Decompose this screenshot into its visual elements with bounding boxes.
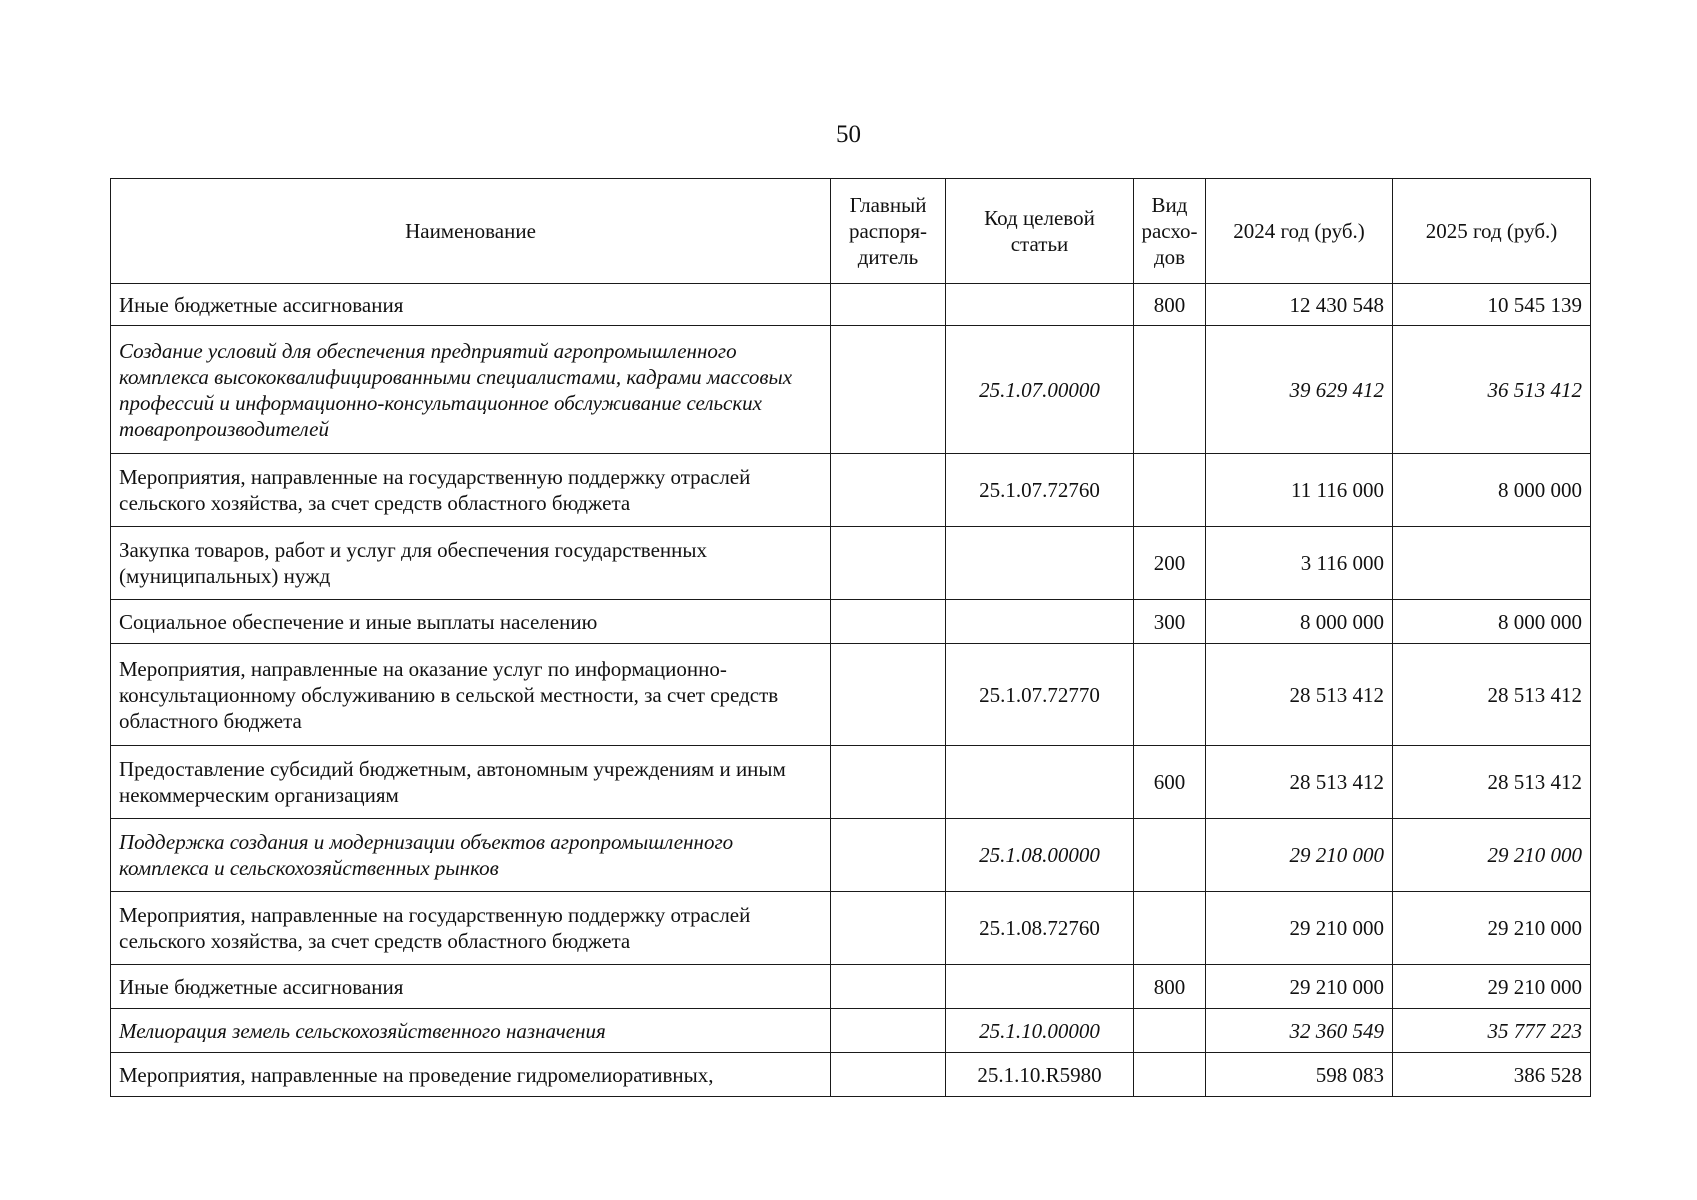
cell-code: [946, 284, 1134, 326]
cell-year-2025: 35 777 223: [1393, 1009, 1591, 1053]
cell-kind: [1134, 892, 1206, 965]
cell-admin: [831, 284, 946, 326]
cell-code: 25.1.08.00000: [946, 819, 1134, 892]
cell-kind: 800: [1134, 965, 1206, 1009]
header-name: Наименование: [111, 179, 831, 284]
table-body: [111, 284, 1591, 1097]
header-year-2025: 2025 год (руб.): [1393, 179, 1591, 284]
cell-admin: [831, 454, 946, 527]
cell-year-2024: 29 210 000: [1206, 892, 1393, 965]
cell-admin: [831, 746, 946, 819]
cell-code: [946, 527, 1134, 600]
cell-year-2025: 36 513 412: [1393, 326, 1591, 454]
table-header: [111, 179, 1591, 284]
cell-year-2025: 8 000 000: [1393, 454, 1591, 527]
cell-year-2024: 3 116 000: [1206, 527, 1393, 600]
header-admin: Главный распоря-дитель: [831, 179, 946, 284]
cell-year-2024: 29 210 000: [1206, 819, 1393, 892]
header-year-2024: 2024 год (руб.): [1206, 179, 1393, 284]
cell-name: Мелиорация земель сельскохозяйственного назначения: [111, 1009, 831, 1053]
cell-kind: [1134, 819, 1206, 892]
table-row: [111, 965, 1591, 1009]
cell-code: 25.1.07.72770: [946, 644, 1134, 746]
table-row: [111, 892, 1591, 965]
cell-code: [946, 746, 1134, 819]
cell-name: Закупка товаров, работ и услуг для обеспечения государственных (муниципальных) нужд: [111, 527, 831, 600]
cell-name: Социальное обеспечение и иные выплаты населению: [111, 600, 831, 644]
table-row: [111, 746, 1591, 819]
cell-name: Предоставление субсидий бюджетным, автономным учреждениям и иным некоммерческим организациям: [111, 746, 831, 819]
cell-year-2025: 8 000 000: [1393, 600, 1591, 644]
cell-kind: [1134, 1009, 1206, 1053]
table-row: [111, 284, 1591, 326]
cell-kind: 600: [1134, 746, 1206, 819]
cell-year-2024: 28 513 412: [1206, 644, 1393, 746]
cell-year-2025: 28 513 412: [1393, 644, 1591, 746]
cell-year-2024: 39 629 412: [1206, 326, 1393, 454]
cell-year-2024: 8 000 000: [1206, 600, 1393, 644]
cell-code: 25.1.08.72760: [946, 892, 1134, 965]
cell-code: 25.1.07.72760: [946, 454, 1134, 527]
header-code: Код целевой статьи: [946, 179, 1134, 284]
table-row: [111, 326, 1591, 454]
cell-admin: [831, 819, 946, 892]
table-row: [111, 819, 1591, 892]
cell-year-2024: 28 513 412: [1206, 746, 1393, 819]
budget-table: [110, 178, 1591, 1097]
cell-name: Создание условий для обеспечения предприятий агропромышленного комплекса высококвалифицированными специалистами, кадрами массовых профессий и информационно-консультационное обслуживание сельских товаропроизводителей: [111, 326, 831, 454]
cell-name: Мероприятия, направленные на оказание услуг по информационно-консультационному обслуживанию в сельской местности, за счет средств областного бюджета: [111, 644, 831, 746]
cell-admin: [831, 1053, 946, 1097]
cell-admin: [831, 965, 946, 1009]
cell-admin: [831, 892, 946, 965]
cell-code: 25.1.10.R5980: [946, 1053, 1134, 1097]
cell-code: 25.1.10.00000: [946, 1009, 1134, 1053]
cell-year-2025: 28 513 412: [1393, 746, 1591, 819]
cell-code: [946, 600, 1134, 644]
cell-year-2025: [1393, 527, 1591, 600]
table-row: [111, 600, 1591, 644]
cell-year-2024: 12 430 548: [1206, 284, 1393, 326]
cell-admin: [831, 1009, 946, 1053]
cell-admin: [831, 527, 946, 600]
cell-year-2025: 29 210 000: [1393, 965, 1591, 1009]
cell-year-2025: 386 528: [1393, 1053, 1591, 1097]
page-number: 50: [836, 121, 861, 148]
cell-name: Иные бюджетные ассигнования: [111, 284, 831, 326]
cell-year-2024: 32 360 549: [1206, 1009, 1393, 1053]
cell-kind: [1134, 644, 1206, 746]
table-row: [111, 454, 1591, 527]
cell-code: 25.1.07.00000: [946, 326, 1134, 454]
cell-admin: [831, 644, 946, 746]
table-row: [111, 1053, 1591, 1097]
cell-name: Мероприятия, направленные на проведение гидромелиоративных,: [111, 1053, 831, 1097]
cell-year-2024: 29 210 000: [1206, 965, 1393, 1009]
table-row: [111, 527, 1591, 600]
cell-kind: [1134, 326, 1206, 454]
table-row: [111, 1009, 1591, 1053]
cell-name: Мероприятия, направленные на государственную поддержку отраслей сельского хозяйства, за счет средств областного бюджета: [111, 892, 831, 965]
cell-year-2024: 11 116 000: [1206, 454, 1393, 527]
cell-kind: [1134, 1053, 1206, 1097]
cell-year-2025: 29 210 000: [1393, 819, 1591, 892]
cell-year-2024: 598 083: [1206, 1053, 1393, 1097]
header-row: [111, 179, 1591, 284]
cell-kind: 300: [1134, 600, 1206, 644]
cell-name: Мероприятия, направленные на государственную поддержку отраслей сельского хозяйства, за счет средств областного бюджета: [111, 454, 831, 527]
cell-year-2025: 29 210 000: [1393, 892, 1591, 965]
cell-code: [946, 965, 1134, 1009]
cell-admin: [831, 326, 946, 454]
cell-name: Иные бюджетные ассигнования: [111, 965, 831, 1009]
cell-kind: 800: [1134, 284, 1206, 326]
header-kind: Вид расхо-дов: [1134, 179, 1206, 284]
cell-name: Поддержка создания и модернизации объектов агропромышленного комплекса и сельскохозяйственных рынков: [111, 819, 831, 892]
cell-kind: 200: [1134, 527, 1206, 600]
cell-admin: [831, 600, 946, 644]
cell-year-2025: 10 545 139: [1393, 284, 1591, 326]
cell-kind: [1134, 454, 1206, 527]
table-row: [111, 644, 1591, 746]
